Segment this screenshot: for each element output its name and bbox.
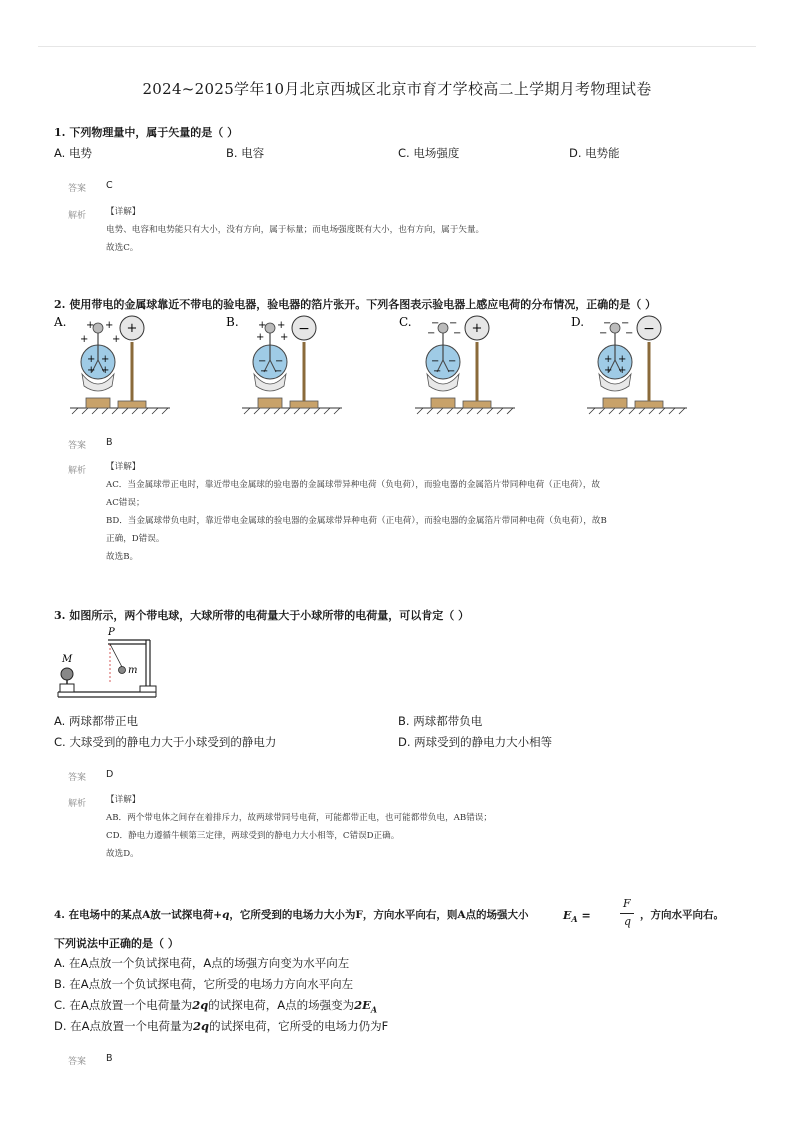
- q1-option-d: D. 电势能: [569, 146, 620, 160]
- q3-option-b: B. 两球都带负电: [398, 714, 483, 728]
- question-1-stem: 1. 下列物理量中，属于矢量的是（ ）: [54, 126, 239, 139]
- q4-stem-part3: ，方向水平向右。: [640, 909, 724, 921]
- svg-text:−: −: [447, 366, 456, 377]
- q1-answer-label: 答案: [68, 184, 87, 194]
- svg-text:+: +: [256, 332, 265, 343]
- q1-explanation: [106, 203, 484, 257]
- figure-c-label: C.: [399, 315, 412, 329]
- charged-ball-sign-d: −: [643, 321, 655, 337]
- charged-ball-sign-a: +: [126, 321, 138, 336]
- svg-text:+: +: [87, 354, 96, 365]
- q3-answer-label: 答案: [68, 773, 87, 783]
- svg-text:+: +: [618, 365, 627, 376]
- svg-text:−: −: [448, 356, 457, 367]
- q3-option-a: A. 两球都带正电: [54, 714, 138, 728]
- svg-text:+: +: [258, 320, 267, 331]
- svg-text:−: −: [603, 318, 612, 329]
- svg-text:+: +: [277, 320, 286, 331]
- svg-text:+: +: [101, 365, 110, 376]
- explanation-line: AC．当金属球带正电时，靠近带电金属球的验电器的金属球带异种电荷（负电荷），而验电器的金属箔片带同种电荷（正电荷），故: [106, 480, 601, 490]
- charged-ball-sign-b: −: [298, 321, 310, 337]
- figure-d-label: D.: [571, 315, 585, 329]
- explanation-line: 故选C。: [106, 243, 139, 253]
- svg-text:−: −: [431, 318, 440, 329]
- explanation-line: 故选D。: [106, 849, 139, 859]
- q2-answer-label: 答案: [68, 441, 87, 451]
- explanation-line: 【详解】: [106, 207, 141, 217]
- q2-answer: B: [106, 437, 113, 448]
- header-divider: [38, 46, 756, 47]
- page-title: 2024~2025学年10月北京西城区北京市育才学校高二上学期月考物理试卷: [142, 80, 652, 98]
- svg-text:−: −: [449, 318, 458, 329]
- q4-fraction-denominator: q: [624, 915, 632, 928]
- explanation-line: AC错误；: [106, 498, 145, 508]
- q4-fraction-numerator: F: [623, 897, 631, 910]
- explanation-line: 【详解】: [106, 462, 141, 472]
- electroscope-figures: [50, 312, 750, 417]
- svg-text:+: +: [618, 354, 627, 365]
- q4-option-b: B. 在A点放一个负试探电荷，它所受的电场力方向水平向左: [54, 977, 354, 991]
- svg-text:+: +: [105, 320, 114, 331]
- q4-stem-part1: 4. 在电场中的某点A放一试探电荷: [54, 909, 214, 921]
- svg-text:−: −: [433, 366, 442, 377]
- q4-answer: B: [106, 1053, 113, 1064]
- q4-option-d: D. 在A点放置一个电荷量为2q的试探电荷，它所受的电场力仍为F: [54, 1019, 389, 1033]
- figure-a: [53, 315, 170, 414]
- small-ball-label: m: [128, 665, 138, 676]
- q4-stem-part2: ，它所受到的电场力大小为F，方向水平向右，则A点的场强大小: [229, 909, 529, 921]
- question-2-stem: 2. 使用带电的金属球靠近不带电的验电器，验电器的箔片张开。下列各图表示验电器上感应电荷的分布情况，正确的是（ ）: [54, 298, 657, 311]
- svg-text:−: −: [599, 328, 608, 339]
- q4-stem-line2: 下列说法中正确的是（ ）: [54, 937, 179, 950]
- svg-text:−: −: [260, 366, 269, 377]
- question-4-stem: [54, 907, 529, 922]
- svg-text:+: +: [80, 334, 89, 345]
- figure-b: [226, 315, 342, 414]
- q3-option-d: D. 两球受到的静电力大小相等: [398, 735, 553, 749]
- svg-text:+: +: [280, 332, 289, 343]
- q1-answer: C: [106, 180, 113, 191]
- q3-answer: D: [106, 769, 114, 780]
- figure-a-label: A.: [54, 315, 67, 329]
- figure-d: [571, 315, 687, 414]
- svg-text:+: +: [112, 334, 121, 345]
- q2-analysis-label: 解析: [68, 466, 87, 476]
- explanation-line: 【详解】: [106, 795, 141, 805]
- q2-explanation: [106, 458, 607, 566]
- svg-text:−: −: [258, 356, 267, 367]
- svg-text:−: −: [431, 356, 440, 367]
- q4-field-symbol: $E_A$ =: [563, 909, 591, 925]
- charged-ball-sign-c: +: [471, 321, 483, 336]
- svg-text:+: +: [604, 365, 613, 376]
- svg-text:−: −: [625, 328, 634, 339]
- big-ball-label: M: [62, 654, 73, 665]
- q4-option-c: C. 在A点放置一个电荷量为2q的试探电荷，A点的场强变为$2E_A$: [54, 998, 378, 1015]
- q1-option-b: B. 电容: [226, 146, 265, 160]
- q1-option-a: A. 电势: [54, 146, 92, 160]
- svg-text:−: −: [453, 328, 462, 339]
- svg-text:−: −: [274, 366, 283, 377]
- svg-text:−: −: [275, 356, 284, 367]
- q3-option-c: C. 大球受到的静电力大于小球受到的静电力: [54, 735, 277, 749]
- figure-b-label: B.: [226, 315, 239, 329]
- explanation-line: BD．当金属球带负电时，靠近带电金属球的验电器的金属球带异种电荷（正电荷），而验电器的金属箔片带同种电荷（负电荷），故B: [106, 516, 607, 526]
- svg-text:−: −: [621, 318, 630, 329]
- q3-analysis-label: 解析: [68, 799, 87, 809]
- pivot-label: P: [108, 627, 115, 638]
- q4-two-e: $2E_A$: [354, 998, 378, 1015]
- explanation-line: 故选B。: [106, 552, 139, 562]
- charged-balls-figure: [52, 622, 172, 704]
- q4-option-a: A. 在A点放一个负试探电荷，A点的场强方向变为水平向左: [54, 956, 350, 970]
- q4-answer-label: 答案: [68, 1057, 87, 1067]
- svg-text:−: −: [427, 328, 436, 339]
- figure-c: [399, 315, 515, 414]
- svg-text:+: +: [87, 365, 96, 376]
- q3-explanation: [106, 791, 492, 863]
- explanation-line: 正确，D错误。: [106, 534, 165, 544]
- svg-text:+: +: [604, 354, 613, 365]
- svg-text:+: +: [86, 320, 95, 331]
- q1-option-c: C. 电场强度: [398, 146, 460, 160]
- svg-text:+: +: [101, 354, 110, 365]
- explanation-line: AB．两个带电体之间存在着排斥力，故两球带同号电荷，可能都带正电，也可能都带负电，AB错误；: [106, 813, 492, 823]
- explanation-line: 电势、电容和电势能只有大小，没有方向，属于标量；而电场强度既有大小，也有方向，属于矢量。: [106, 225, 485, 235]
- explanation-line: CD．静电力遵循牛顿第三定律，两球受到的静电力大小相等，C错误D正确。: [106, 831, 400, 841]
- q4-charge: +q: [213, 909, 230, 921]
- q1-analysis-label: 解析: [68, 211, 87, 221]
- fraction-bar: [620, 913, 634, 914]
- question-3-stem: 3. 如图所示，两个带电球，大球所带的电荷量大于小球所带的电荷量，可以肯定（ ）: [54, 609, 470, 622]
